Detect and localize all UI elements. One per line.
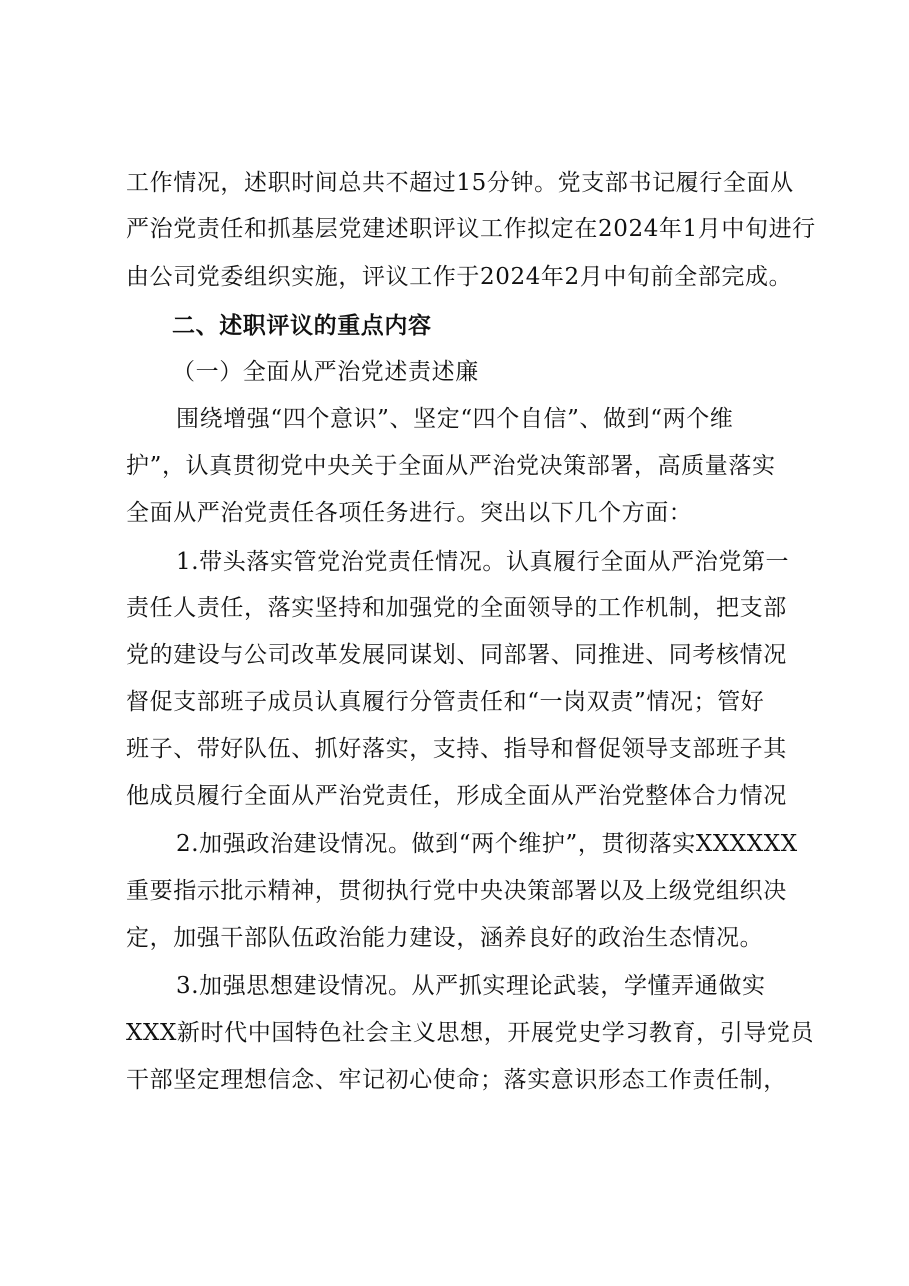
body-text-line: 护”，认真贯彻党中央关于全面从严治党决策部署，高质量落实 bbox=[126, 453, 776, 479]
subsection-heading: （一）全面从严治党述责述廉 bbox=[172, 359, 479, 385]
body-text-line: 责任人责任，落实坚持和加强党的全面领导的工作机制，把支部 bbox=[126, 595, 787, 621]
body-text-line: 党的建设与公司改革发展同谋划、同部署、同推进、同考核情况 bbox=[126, 642, 787, 668]
body-text-line: 1.带头落实管党治党责任情况。认真履行全面从严治党第一 bbox=[176, 549, 790, 575]
body-text-line: 干部坚定理想信念、牢记初心使命；落实意识形态工作责任制， bbox=[126, 1067, 787, 1093]
body-text-line: 定，加强干部队伍政治能力建设，涵养良好的政治生态情况。 bbox=[126, 925, 764, 951]
body-text-line: 由公司党委组织实施，评议工作于2024年2月中旬前全部完成。 bbox=[126, 264, 793, 290]
body-text-line: XXX新时代中国特色社会主义思想，开展党史学习教育，引导党员 bbox=[126, 1020, 815, 1046]
body-text-line: 工作情况，述职时间总共不超过15分钟。党支部书记履行全面从 bbox=[126, 170, 794, 196]
body-text-line: 督促支部班子成员认真履行分管责任和“一岗双责”情况；管好 bbox=[126, 689, 765, 715]
body-text-line: 2.加强政治建设情况。做到“两个维护”，贯彻落实XXXXXX bbox=[176, 831, 798, 857]
body-text-line: 围绕增强“四个意识”、坚定“四个自信”、做到“两个维 bbox=[176, 406, 734, 432]
body-text-line: 严治党责任和抓基层党建述职评议工作拟定在2024年1月中旬进行 bbox=[126, 216, 816, 242]
body-text-line: 重要指示批示精神，贯彻执行党中央决策部署以及上级党组织决 bbox=[126, 878, 787, 904]
body-text-line: 3.加强思想建设情况。从严抓实理论武装，学懂弄通做实 bbox=[176, 973, 766, 999]
body-text-line: 他成员履行全面从严治党责任，形成全面从严治党整体合力情况 bbox=[126, 783, 787, 809]
body-text-line: 班子、带好队伍、抓好落实，支持、指导和督促领导支部班子其 bbox=[126, 736, 787, 762]
section-heading: 二、述职评议的重点内容 bbox=[172, 313, 432, 339]
body-text-line: 全面从严治党责任各项任务进行。突出以下几个方面： bbox=[126, 500, 693, 526]
